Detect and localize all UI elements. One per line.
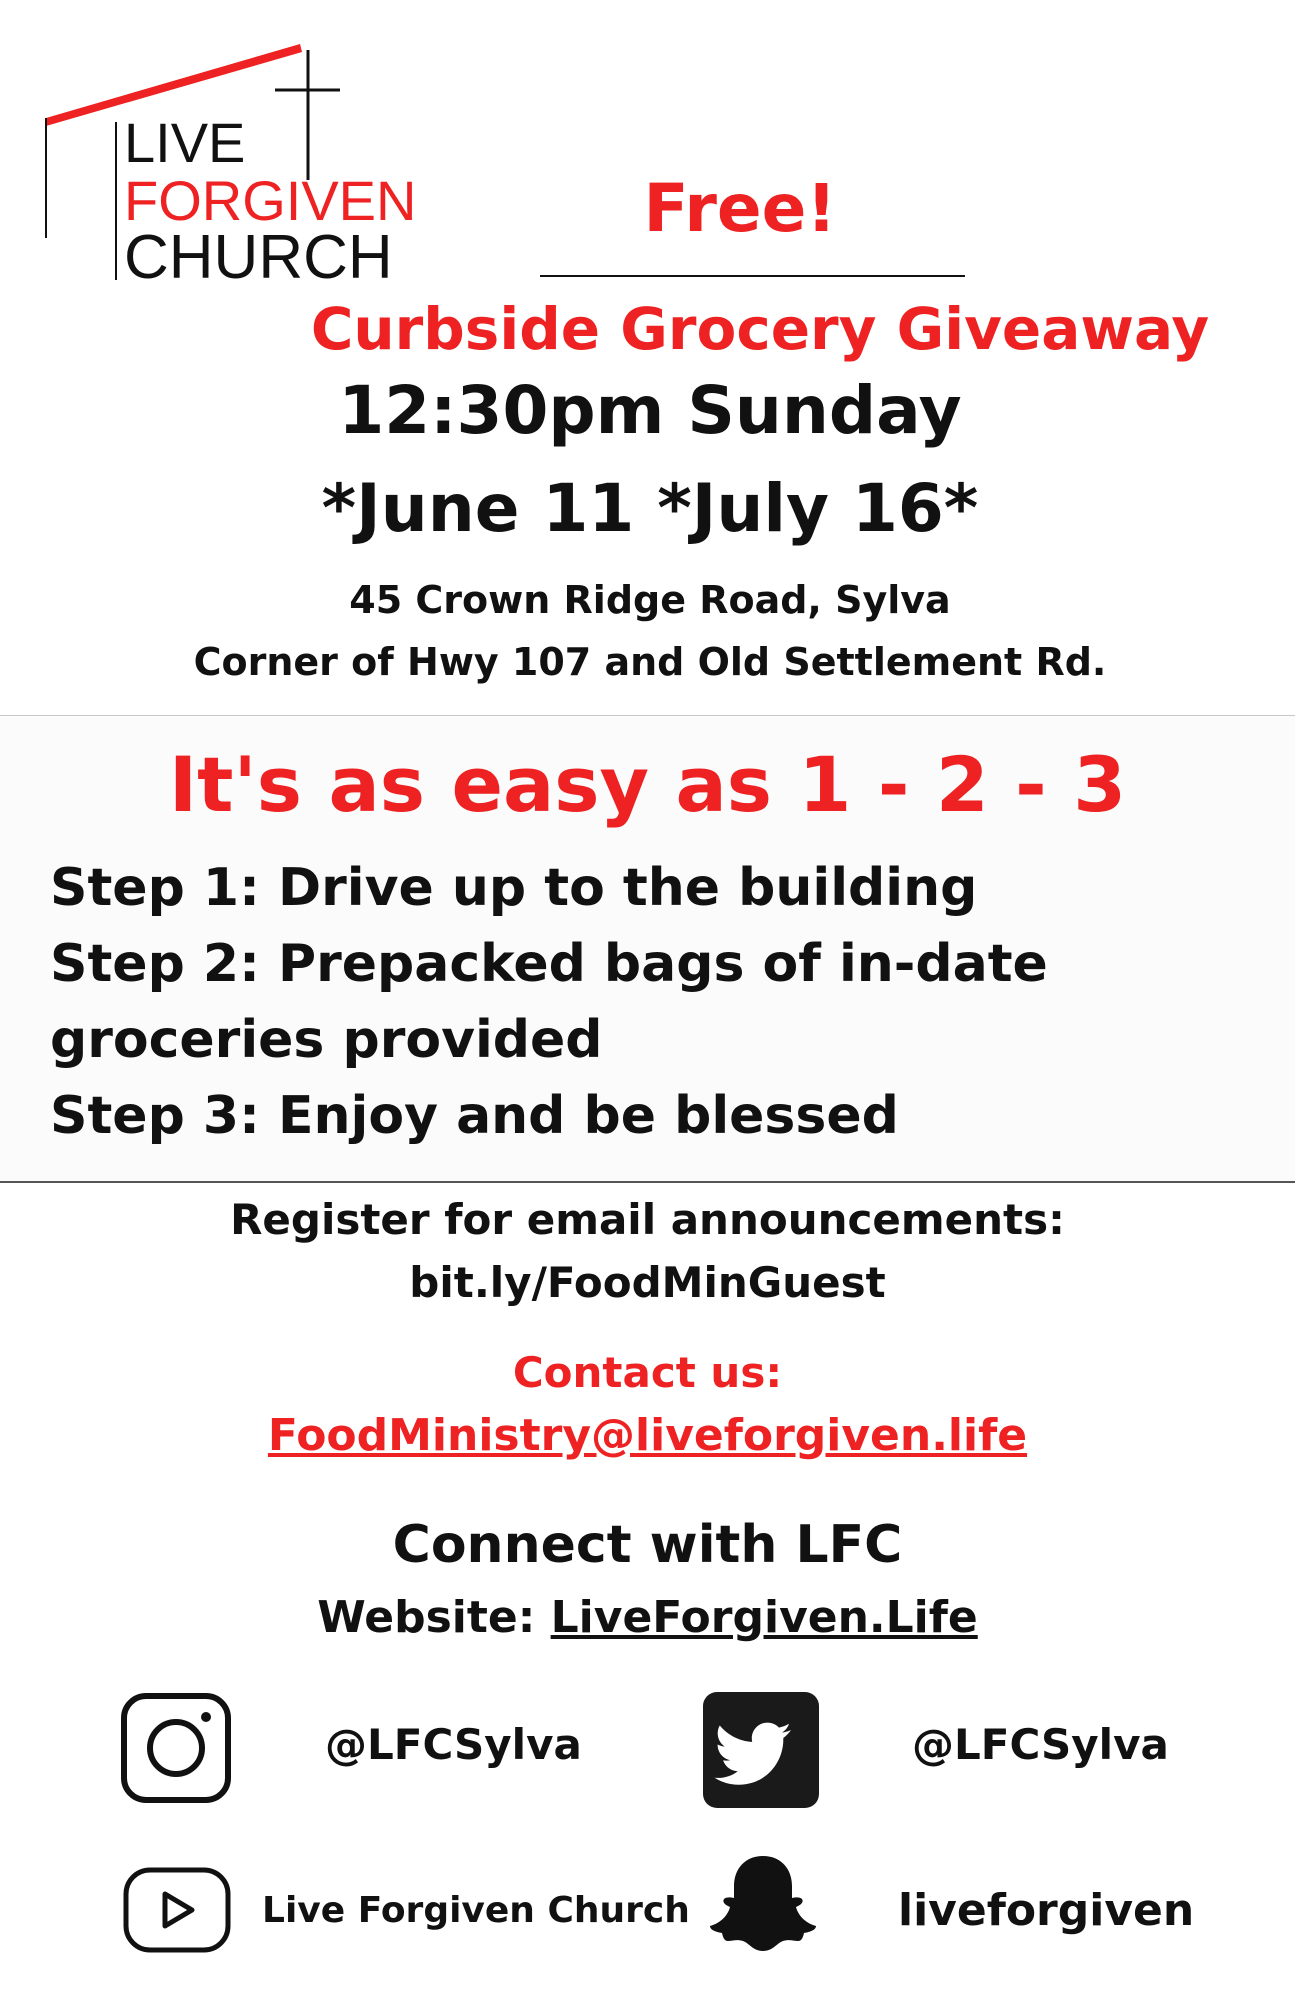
website-line (0, 1592, 1295, 1643)
connect-heading: Connect with LFC (392, 1515, 903, 1575)
logo-line-forgiven: FORGIVEN (124, 169, 417, 232)
event-title: Curbside Grocery Giveaway (310, 295, 1210, 363)
free-label: Free! (643, 170, 837, 247)
snapchat-icon[interactable] (705, 1850, 821, 1968)
register-label: Register for email announcements: (230, 1195, 1065, 1244)
logo-line-live: LIVE (124, 111, 246, 174)
instagram-icon[interactable] (120, 1692, 232, 1804)
contact-label: Contact us: (512, 1348, 783, 1397)
snapchat-handle[interactable]: liveforgiven (898, 1885, 1195, 1936)
steps-heading: It's as easy as 1 - 2 - 3 (168, 740, 1127, 829)
free-underline-divider (540, 275, 965, 277)
youtube-handle[interactable]: Live Forgiven Church (262, 1890, 690, 1931)
event-time: 12:30pm Sunday (338, 372, 962, 449)
register-link[interactable]: bit.ly/FoodMinGuest (409, 1258, 886, 1307)
contact-email-link[interactable]: FoodMinistry@liveforgiven.life (267, 1410, 1028, 1461)
steps-list (50, 850, 1250, 1154)
logo-line-church: CHURCH (124, 223, 393, 290)
website-label: Website: (317, 1592, 551, 1643)
step-1: Step 1: Drive up to the building (50, 858, 978, 918)
step-2: Step 2: Prepacked bags of in-date (50, 934, 1048, 994)
step-3: Step 3: Enjoy and be blessed (50, 1086, 899, 1146)
event-dates: *June 11 *July 16* (321, 470, 979, 547)
step-2-continued: groceries provided (50, 1010, 603, 1070)
address-line-2: Corner of Hwy 107 and Old Settlement Rd. (193, 640, 1107, 684)
instagram-handle[interactable]: @LFCSylva (325, 1720, 582, 1769)
section-divider-bottom (0, 1181, 1295, 1183)
twitter-handle[interactable]: @LFCSylva (912, 1720, 1169, 1769)
website-link[interactable]: LiveForgiven.Life (550, 1592, 978, 1643)
church-logo (40, 40, 440, 290)
twitter-icon[interactable] (703, 1692, 819, 1808)
church-logo-graphic (40, 40, 440, 290)
address-line-1: 45 Crown Ridge Road, Sylva (349, 578, 951, 622)
youtube-icon[interactable] (122, 1866, 232, 1954)
